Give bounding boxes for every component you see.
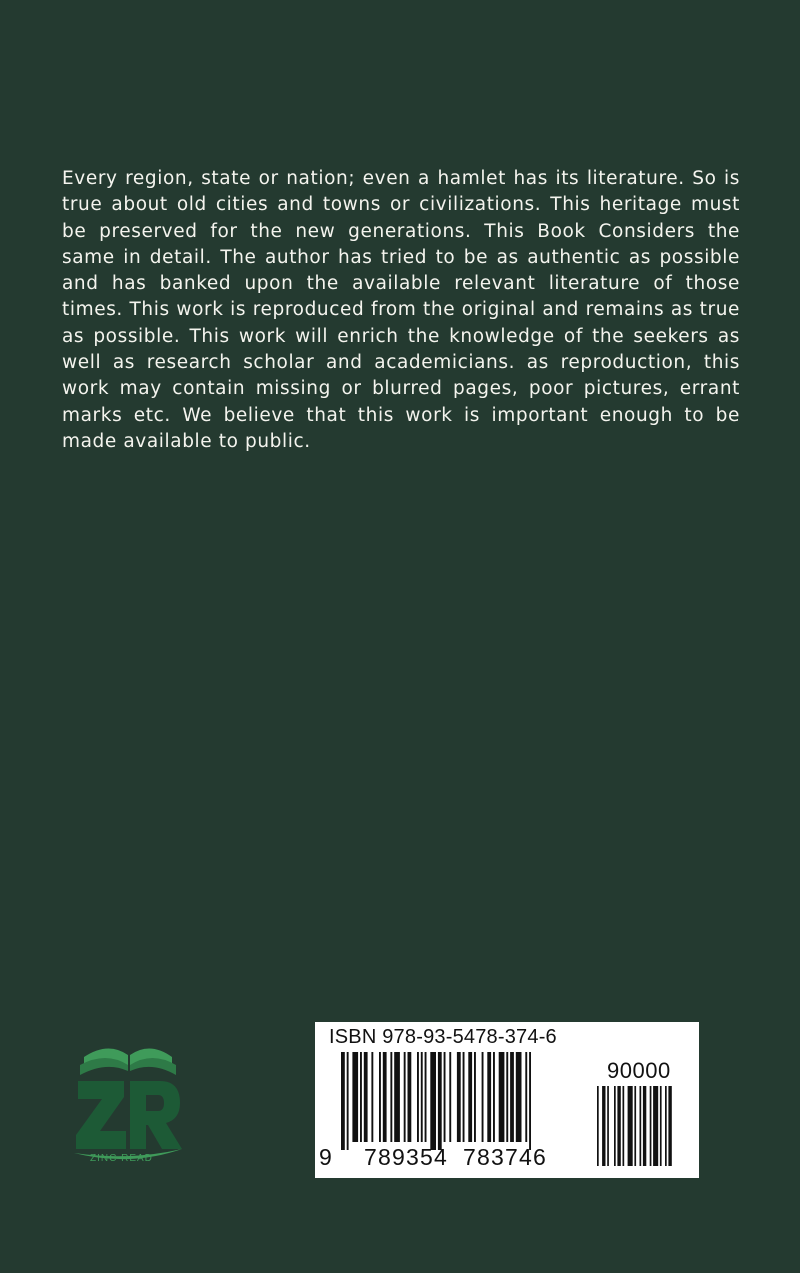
barcode-addon-bar	[668, 1086, 671, 1166]
barcode-bar	[474, 1052, 476, 1142]
barcode-addon-bar	[628, 1086, 633, 1166]
barcode-addon-bar	[607, 1086, 609, 1166]
barcode-bar	[341, 1052, 345, 1150]
barcode-bar	[394, 1052, 400, 1142]
barcode-addon-number: 90000	[607, 1058, 671, 1083]
publisher-logo	[70, 1035, 190, 1165]
blurb-text: Every region, state or nation; even a hamlet has its literature. So is true about old cities and towns or civilizations. This heritage must be preserved for the new generations. This Book Considers the same in detail. The author has tried to be as authentic as possible and has banked upon the available relevant literature of those times. This work is reproduced from the original and remains as true as possible. This work will enrich the knowledge of the seekers as well as research scholar and academicians. as reproduction, this work may contain missing or blurred pages, poor pictures, errant marks etc. We believe that this work is important enough to be made available to public.	[62, 168, 740, 452]
barcode-addon-bar	[634, 1086, 636, 1166]
barcode-bar	[404, 1052, 406, 1142]
barcode-addon-bar	[653, 1086, 658, 1166]
barcode-bar	[449, 1052, 451, 1142]
barcode-addon-bar	[650, 1086, 652, 1166]
barcode-bar	[379, 1052, 381, 1142]
barcode-addon-bar	[643, 1086, 646, 1166]
barcode-bar	[506, 1052, 508, 1142]
barcode-addon-bar	[602, 1086, 605, 1166]
barcode-bar	[425, 1052, 427, 1142]
barcode-bar	[468, 1052, 472, 1142]
barcode-bar	[529, 1052, 531, 1150]
barcode-bar	[417, 1052, 419, 1142]
barcode-addon-bar	[614, 1086, 616, 1166]
barcode-right-digits: 783746	[463, 1144, 547, 1170]
zinc-read-logo-icon	[70, 1035, 190, 1165]
barcode-bar	[493, 1052, 495, 1142]
barcode-bar	[371, 1052, 373, 1142]
isbn-label: ISBN 978-93-5478-374-6	[329, 1026, 557, 1048]
barcode-addon-bar	[623, 1086, 625, 1166]
barcode-bar	[463, 1052, 465, 1142]
barcode-bar	[499, 1052, 505, 1142]
barcode-bar	[352, 1052, 358, 1142]
barcode-bar	[364, 1052, 368, 1142]
barcode-bar	[408, 1052, 412, 1142]
barcode-bar	[347, 1052, 349, 1150]
barcode-left-digits: 789354	[364, 1144, 448, 1170]
barcode-bar	[487, 1052, 491, 1142]
barcode-addon-bar	[660, 1086, 662, 1166]
publisher-logo-text: ZINC READ	[90, 1153, 153, 1164]
barcode-bar	[525, 1052, 527, 1142]
barcode-bar	[430, 1052, 436, 1150]
barcode-bar	[390, 1052, 392, 1142]
barcode-bar	[421, 1052, 423, 1142]
barcode-addon-bar	[665, 1086, 667, 1166]
barcode-bar	[383, 1052, 387, 1142]
barcode-bar	[516, 1052, 522, 1142]
barcode-first-digit: 9	[319, 1144, 332, 1170]
barcode-bar	[444, 1052, 446, 1142]
barcode-bar	[482, 1052, 484, 1142]
barcode-bar	[457, 1052, 461, 1142]
barcode-bar	[438, 1052, 442, 1150]
barcode-addon-bar	[597, 1086, 599, 1166]
barcode-addon-bar	[640, 1086, 642, 1166]
barcode-bar	[510, 1052, 514, 1142]
barcode-addon-bar	[617, 1086, 620, 1166]
isbn-barcode	[315, 1022, 699, 1178]
barcode-bar	[360, 1052, 362, 1142]
